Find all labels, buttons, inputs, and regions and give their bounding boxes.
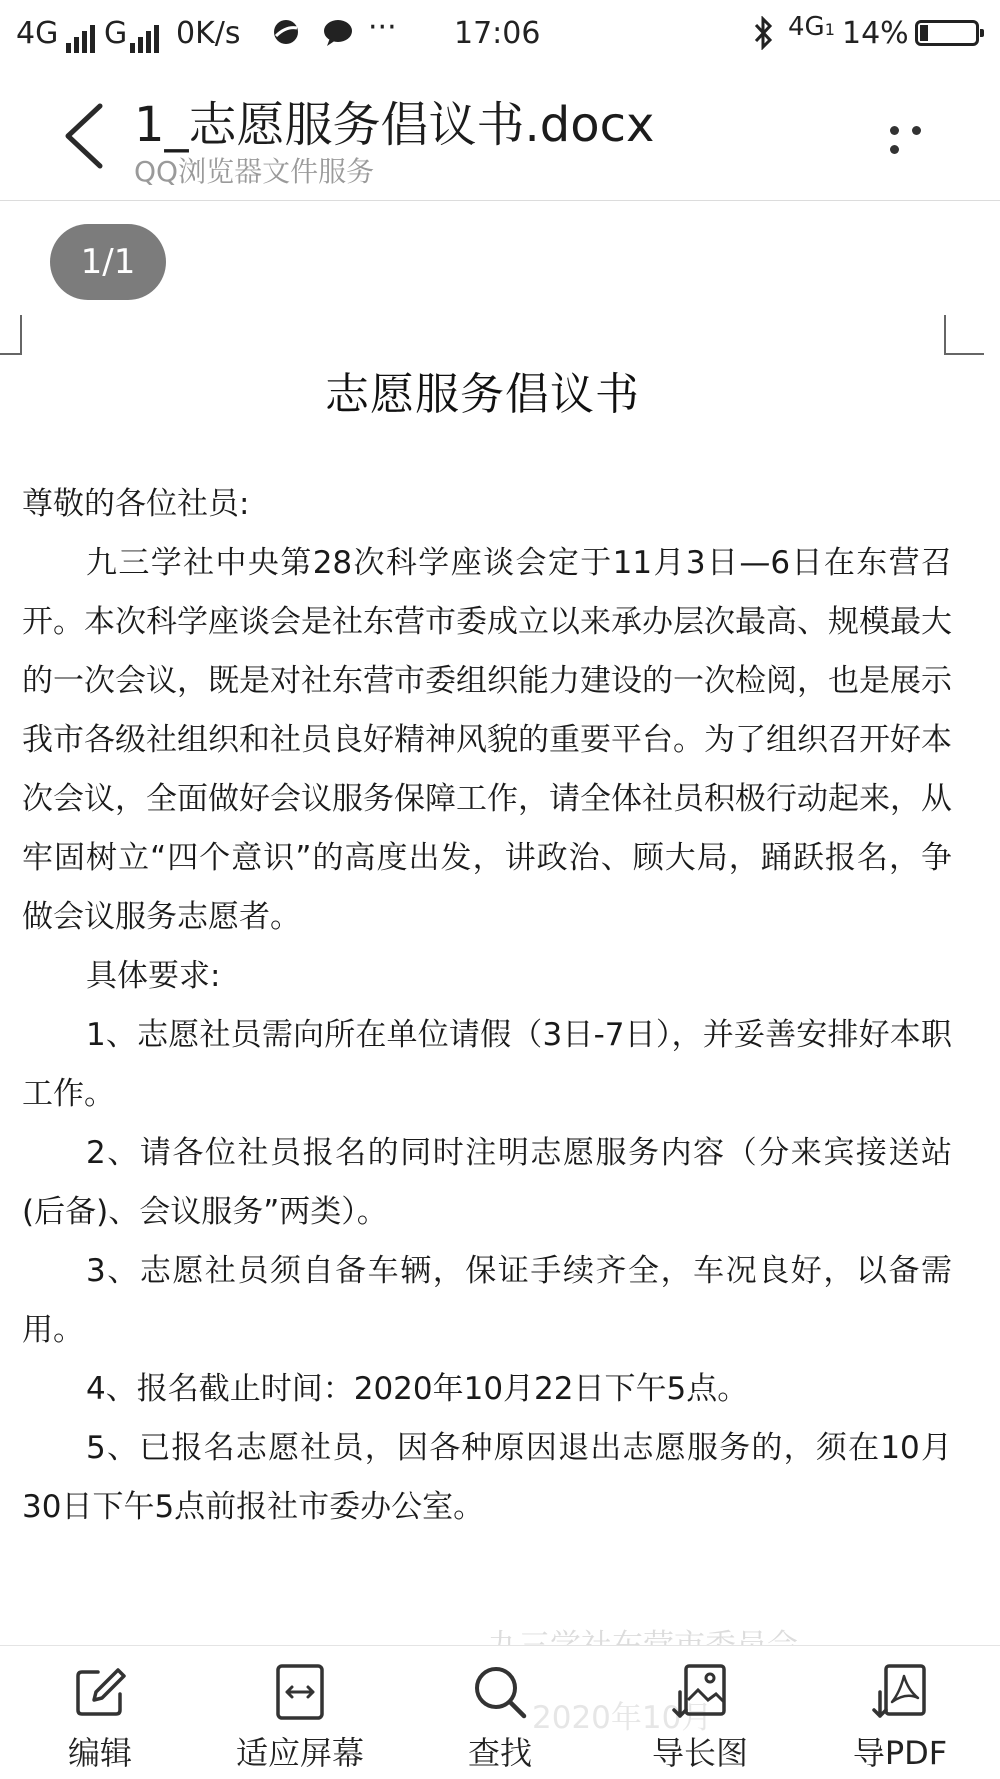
battery-percent: 14% — [842, 16, 909, 51]
fit-screen-icon — [270, 1662, 330, 1722]
edit-button[interactable] — [10, 1646, 190, 1779]
browser-app-icon — [272, 18, 300, 46]
network-label-4g: 4G — [16, 16, 59, 51]
clock: 17:06 — [454, 16, 541, 51]
document-heading: 志愿服务倡议书 — [325, 369, 640, 420]
bluetooth-icon — [752, 16, 774, 50]
signature-date: 2020年10月 — [532, 1700, 713, 1736]
search-icon — [470, 1662, 530, 1722]
export-pdf-icon — [870, 1662, 930, 1722]
more-notifications-icon: ··· — [368, 10, 397, 45]
document-title: 1_志愿服务倡议书.docx — [134, 97, 655, 153]
export-image-icon — [670, 1662, 730, 1722]
requirements-heading: 具体要求: — [86, 958, 221, 994]
status-bar — [0, 0, 1000, 70]
network-speed: 0K/s — [176, 16, 241, 51]
network-label-4g-2: 4G1 — [788, 12, 835, 42]
edit-label: 编辑 — [67, 1734, 132, 1772]
document-body — [22, 475, 952, 1537]
page-corner-mark-right — [944, 315, 984, 355]
network-label-g: G — [104, 16, 128, 51]
back-arrow-icon[interactable] — [62, 102, 106, 170]
document-source: QQ浏览器文件服务 — [134, 155, 375, 188]
bottom-toolbar — [0, 1645, 1000, 1779]
requirement-item-1: 1、志愿社员需向所在单位请假（3日-7日），并妥善安排好本职工作。 — [22, 1017, 952, 1112]
more-options-icon[interactable] — [890, 120, 954, 144]
page-indicator: 1/1 — [50, 224, 166, 300]
signal-icon — [66, 18, 98, 53]
requirement-item-3: 3、志愿社员须自备车辆，保证手续齐全，车况良好，以备需用。 — [22, 1253, 952, 1348]
search-button[interactable] — [410, 1646, 590, 1779]
signal-icon-2 — [130, 18, 162, 53]
requirement-item-5: 5、已报名志愿社员，因各种原因退出志愿服务的，须在10月30日下午5点前报社市委办公室。 — [22, 1430, 952, 1525]
requirement-item-4: 4、报名截止时间：2020年10月22日下午5点。 — [86, 1371, 749, 1407]
message-icon — [322, 18, 354, 48]
export-pdf-label: 导PDF — [852, 1734, 948, 1772]
page-corner-mark-left — [0, 315, 22, 355]
search-label: 查找 — [467, 1734, 532, 1772]
salutation: 尊敬的各位社员: — [22, 486, 250, 522]
export-long-image-button[interactable] — [610, 1646, 790, 1779]
fit-screen-label: 适应屏幕 — [235, 1734, 364, 1772]
edit-icon — [70, 1662, 130, 1722]
body-paragraph: 九三学社中央第28次科学座谈会定于11月3日—6日在东营召开。本次科学座谈会是社东营市委成立以来承办层次最高、规模最大的一次会议，既是对社东营市委组织能力建设的一次检阅，也是展示我市各级社组织和社员良好精神风貌的重要平台。为了组织召开好本次会议，全面做好会议服务保障工作，请全体社员积极行动起来，从牢固树立“四个意识”的高度出发，讲政治、顾大局，踊跃报名，争做会议服务志愿者。 — [22, 545, 952, 935]
title-bar — [0, 70, 1000, 201]
battery-icon — [915, 20, 979, 46]
export-pdf-button[interactable] — [810, 1646, 990, 1779]
export-long-image-label: 导长图 — [651, 1734, 748, 1772]
fit-screen-button[interactable] — [210, 1646, 390, 1779]
requirement-item-2: 2、请各位社员报名的同时注明志愿服务内容（分来宾接送站(后备)、会议服务”两类）。 — [22, 1135, 952, 1230]
